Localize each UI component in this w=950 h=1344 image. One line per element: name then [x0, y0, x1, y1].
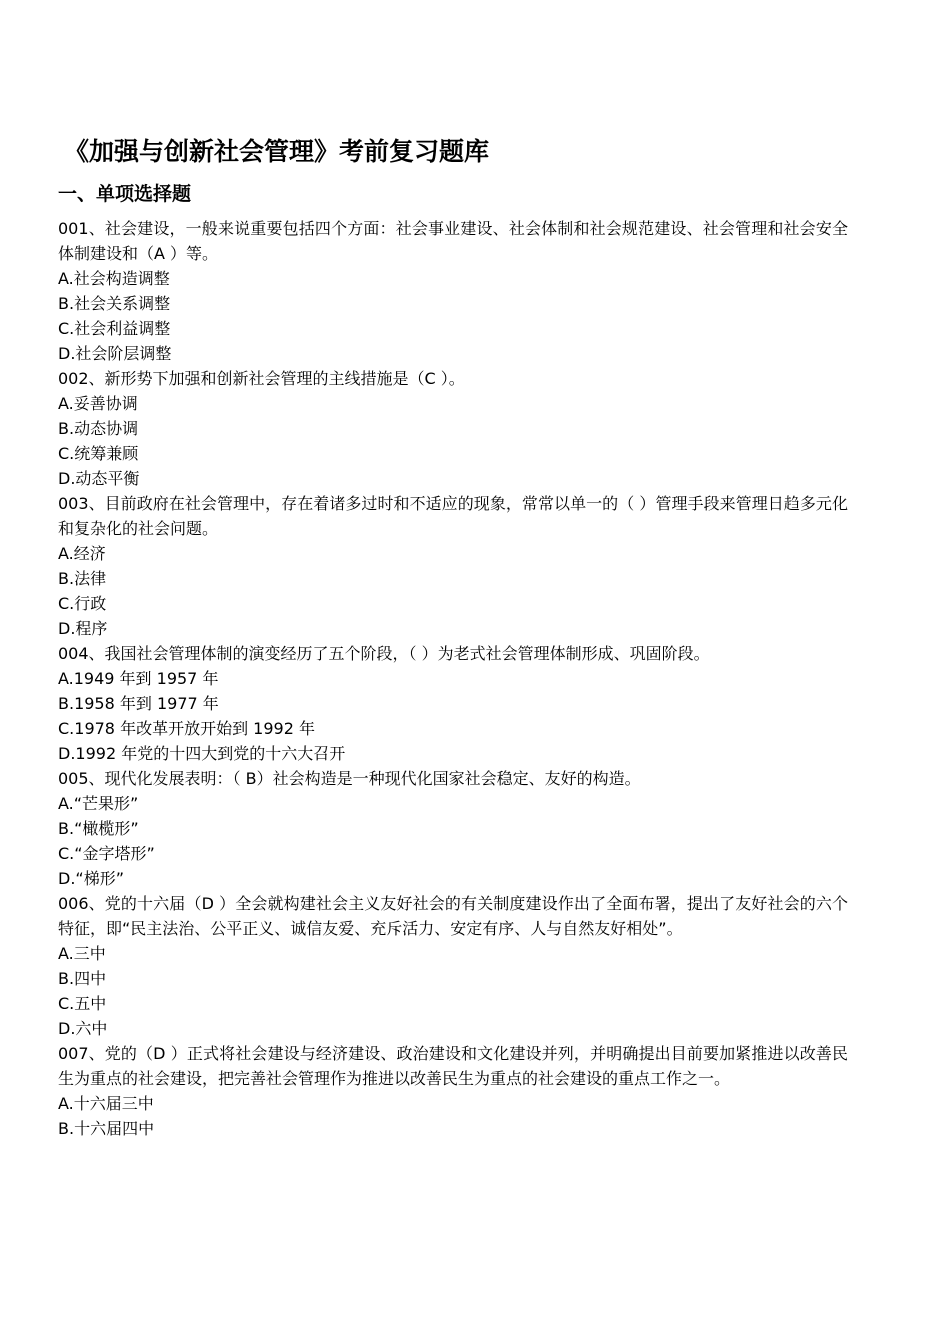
answer-option: D.动态平衡	[58, 469, 140, 488]
answer-option: D.“梯形”	[58, 869, 124, 888]
answer-option: B.法律	[58, 569, 107, 588]
answer-option: C.五中	[58, 994, 107, 1013]
question-block	[58, 216, 848, 366]
answer-option: B.1958 年到 1977 年	[58, 694, 219, 713]
answer-option: D.1992 年党的十四大到党的十六大召开	[58, 744, 346, 763]
answer-option: C.行政	[58, 594, 107, 613]
answer-option: D.程序	[58, 619, 108, 638]
answer-option: B.十六届四中	[58, 1119, 155, 1138]
answer-option: C.“金字塔形”	[58, 844, 155, 863]
question-block	[58, 641, 848, 766]
question-block	[58, 491, 848, 641]
document-page	[58, 132, 848, 1141]
question-text: 002、新形势下加强和创新社会管理的主线措施是（C ）。	[58, 369, 465, 388]
question-text: 007、党的（D ）正式将社会建设与经济建设、政治建设和文化建设并列，并明确提出目前要加紧推进以改善民生为重点的社会建设，把完善社会管理作为推进以改善民生为重点的社会建设的重点工作之一。	[58, 1044, 848, 1088]
question-block	[58, 891, 848, 1041]
document-title: 《加强与创新社会管理》考前复习题库	[64, 137, 490, 166]
answer-option: A.经济	[58, 544, 106, 563]
answer-option: C.社会利益调整	[58, 319, 171, 338]
question-list	[58, 216, 848, 1141]
question-text: 003、目前政府在社会管理中，存在着诸多过时和不适应的现象，常常以单一的（ ）管理手段来管理日趋多元化和复杂化的社会问题。	[58, 494, 848, 538]
answer-option: A.妥善协调	[58, 394, 138, 413]
section-heading: 一、单项选择题	[58, 183, 192, 205]
answer-option: C.1978 年改革开放开始到 1992 年	[58, 719, 315, 738]
answer-option: D.六中	[58, 1019, 108, 1038]
question-block	[58, 366, 848, 491]
answer-option: D.社会阶层调整	[58, 344, 172, 363]
question-text: 004、我国社会管理体制的演变经历了五个阶段，（ ）为老式社会管理体制形成、巩固阶段。	[58, 644, 710, 663]
answer-option: A.1949 年到 1957 年	[58, 669, 219, 688]
question-text: 001、社会建设，一般来说重要包括四个方面：社会事业建设、社会体制和社会规范建设、社会管理和社会安全体制建设和（A ）等。	[58, 219, 848, 263]
question-text: 005、现代化发展表明：（ B）社会构造是一种现代化国家社会稳定、友好的构造。	[58, 769, 641, 788]
answer-option: B.动态协调	[58, 419, 139, 438]
answer-option: C.统筹兼顾	[58, 444, 139, 463]
answer-option: A.十六届三中	[58, 1094, 154, 1113]
answer-option: B.社会关系调整	[58, 294, 171, 313]
answer-option: B.四中	[58, 969, 107, 988]
answer-option: B.“橄榄形”	[58, 819, 139, 838]
question-text: 006、党的十六届（D ）全会就构建社会主义友好社会的有关制度建设作出了全面布署，提出了友好社会的六个特征，即“民主法治、公平正义、诚信友爱、充斥活力、安定有序、人与自然友好相处”。	[58, 894, 848, 938]
answer-option: A.三中	[58, 944, 106, 963]
answer-option: A.社会构造调整	[58, 269, 170, 288]
question-block	[58, 1041, 848, 1141]
answer-option: A.“芒果形”	[58, 794, 139, 813]
question-block	[58, 766, 848, 891]
